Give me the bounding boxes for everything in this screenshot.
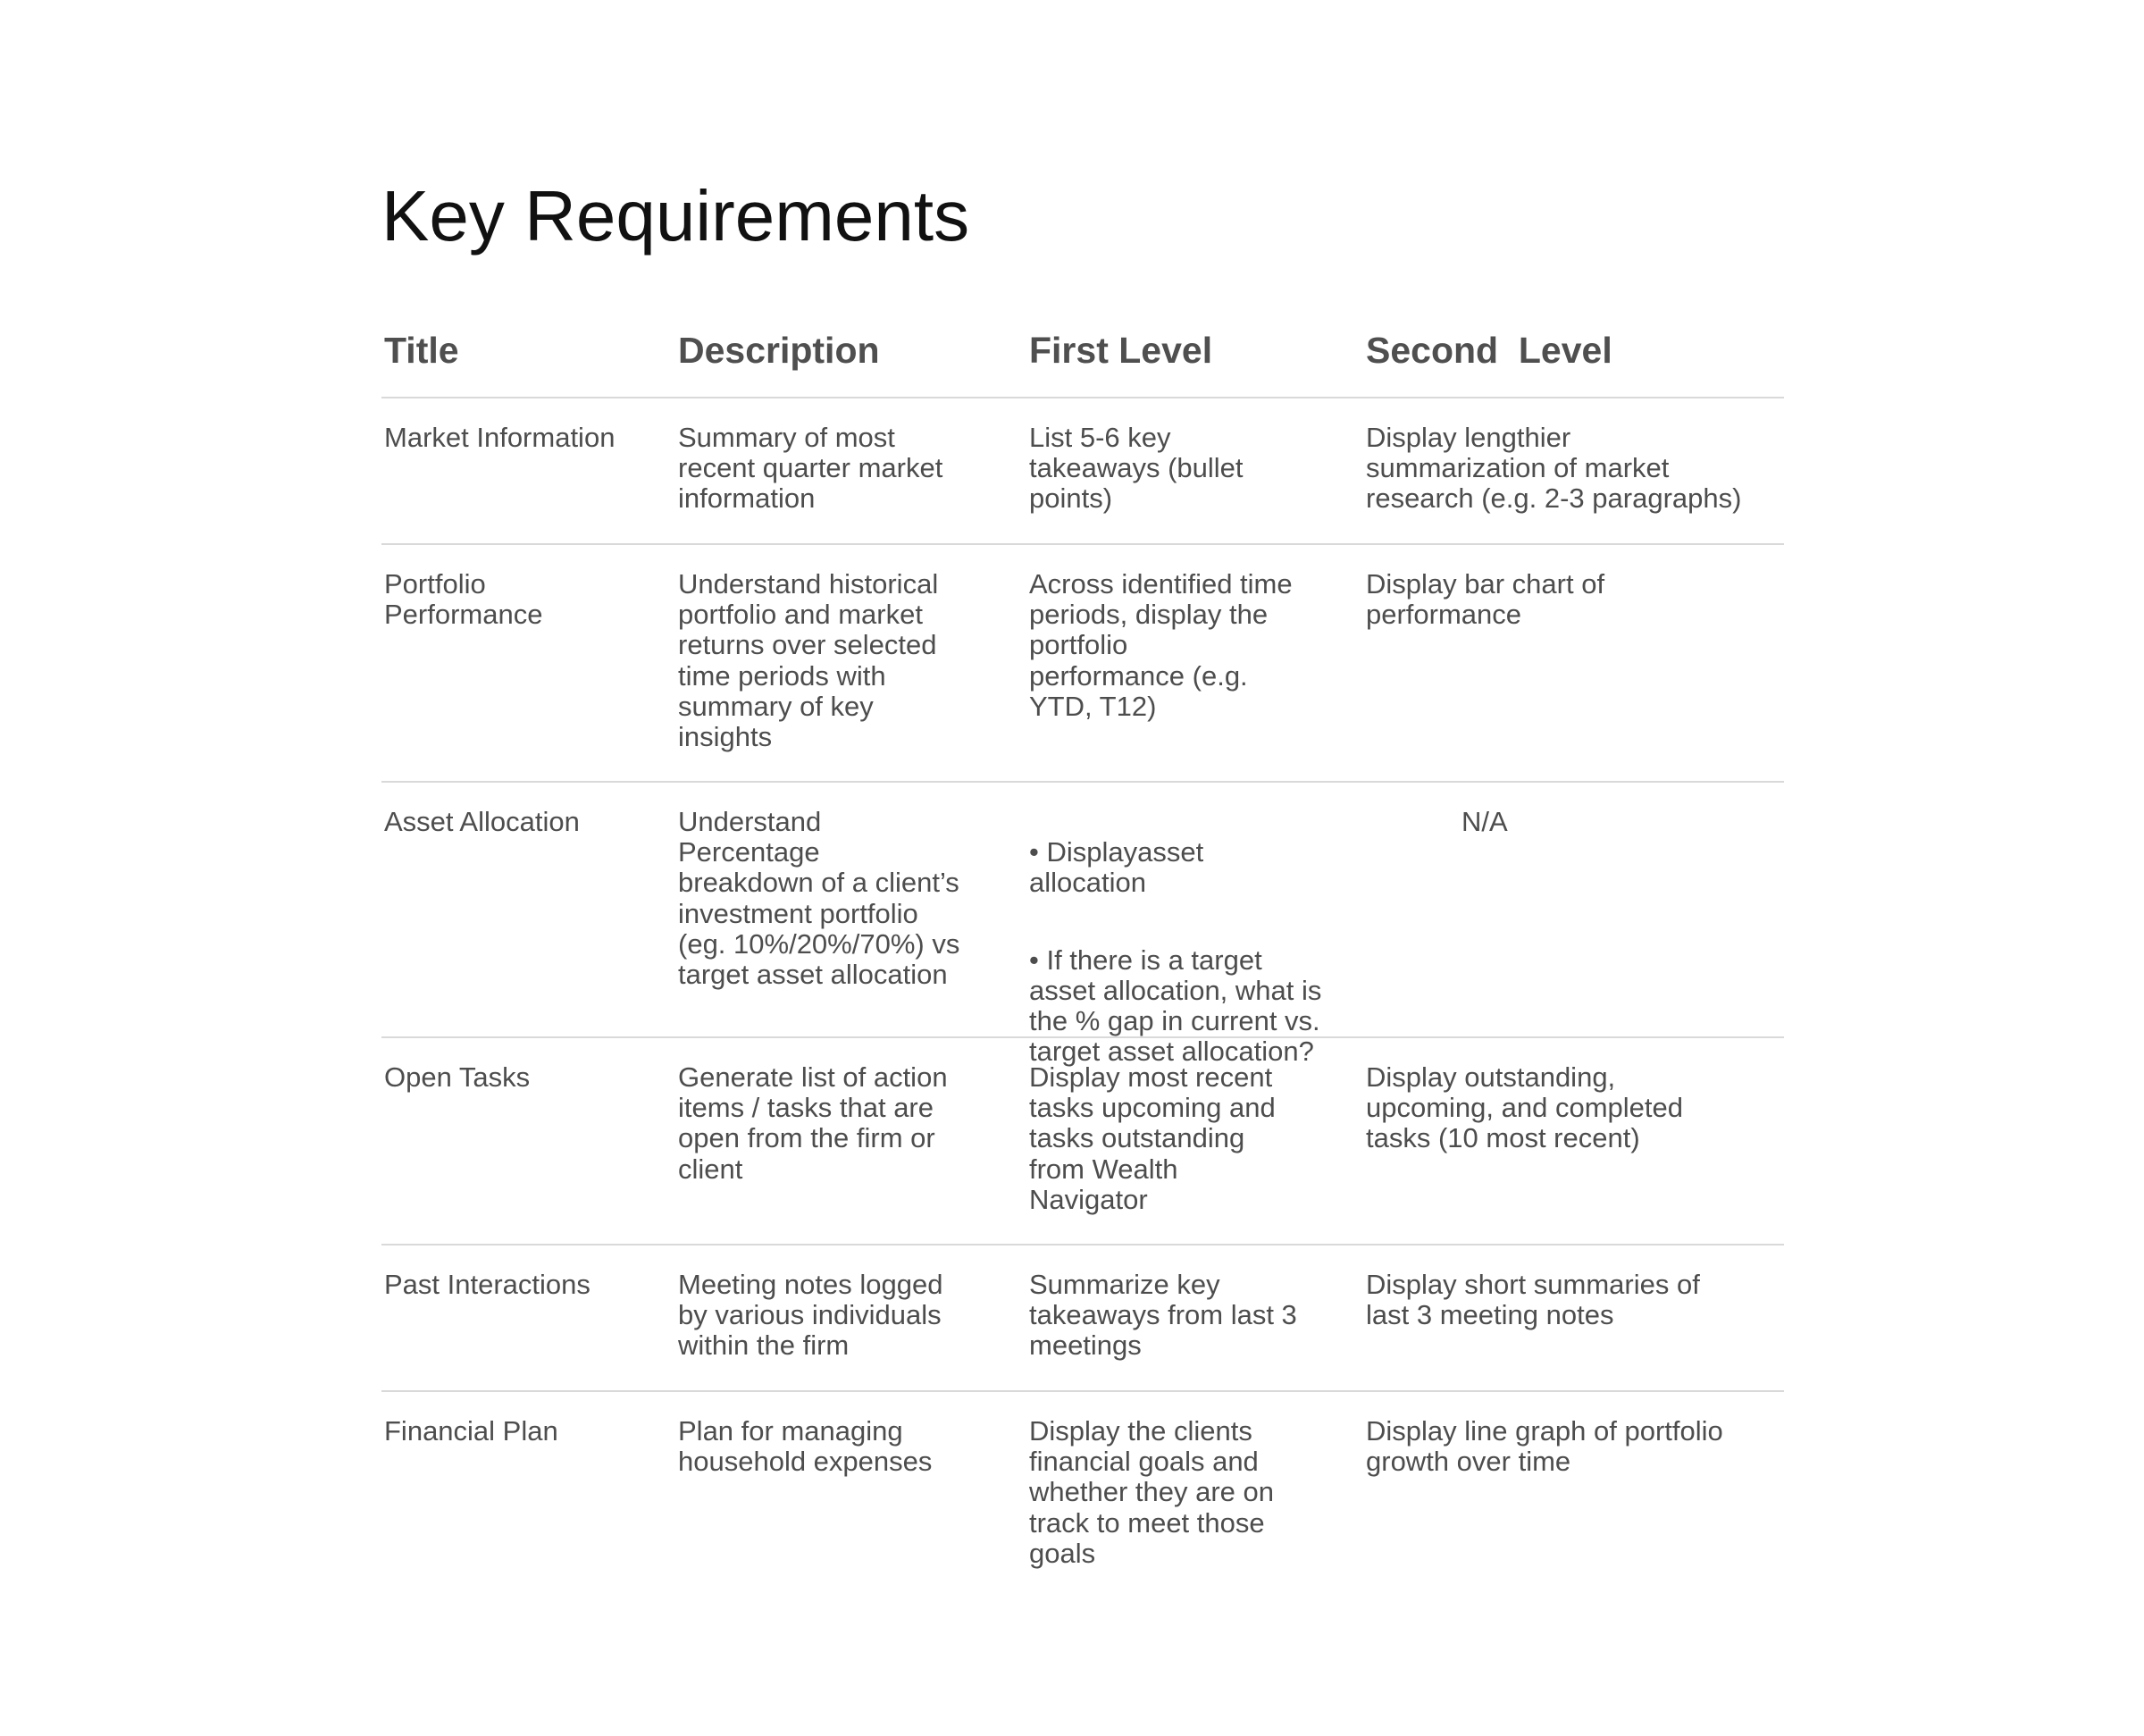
- table-header-row: [381, 317, 1784, 398]
- row-title: Financial Plan: [384, 1415, 558, 1447]
- table-row: [381, 1245, 1784, 1392]
- bullet-item: • Displayasset allocation: [1029, 836, 1204, 899]
- row-description: Meeting notes logged by various individuals within the firm: [678, 1269, 943, 1362]
- header-title: Title: [384, 330, 459, 371]
- row-description: Understand historical portfolio and market returns over selected time periods with summary of key insights: [678, 568, 939, 753]
- row-title: Portfolio Performance: [384, 568, 543, 631]
- row-description: Plan for managing household expenses: [678, 1415, 933, 1478]
- row-second-level: Display line graph of portfolio growth over time: [1366, 1415, 1723, 1478]
- table-row: [381, 1038, 1784, 1245]
- row-first-level: Display the clients financial goals and whether they are on track to meet those goals: [1029, 1415, 1275, 1569]
- row-second-level: Display bar chart of performance: [1366, 568, 1605, 631]
- row-description: Summary of most recent quarter market information: [678, 422, 943, 515]
- row-first-level: Display most recent tasks upcoming and tasks outstanding from Wealth Navigator: [1029, 1061, 1276, 1215]
- requirements-table: [381, 317, 1784, 1598]
- table-row: [381, 1392, 1784, 1598]
- row-title: Asset Allocation: [384, 806, 580, 837]
- table-row: [381, 783, 1784, 1068]
- row-title: Past Interactions: [384, 1269, 590, 1300]
- header-first-level: First Level: [1029, 330, 1213, 371]
- row-description: Generate list of action items / tasks that are open from the firm or client: [678, 1061, 948, 1185]
- table-row: [381, 398, 1784, 545]
- table-row: [381, 545, 1784, 783]
- row-second-level: Display short summaries of last 3 meeting notes: [1366, 1269, 1700, 1331]
- bullet-item: • If there is a target asset allocation, what is the % gap in current vs. target asset allocation?: [1029, 943, 1322, 1068]
- row-first-level: Summarize key takeaways from last 3 meetings: [1029, 1269, 1297, 1362]
- row-second-level: Display lengthier summarization of market research (e.g. 2-3 paragraphs): [1366, 422, 1742, 515]
- header-description: Description: [678, 330, 880, 371]
- row-second-level: N/A: [1461, 806, 1508, 837]
- row-second-level: Display outstanding, upcoming, and completed tasks (10 most recent): [1366, 1061, 1684, 1154]
- page-title: Key Requirements: [381, 176, 970, 256]
- row-first-level: Across identified time periods, display the portfolio performance (e.g. YTD, T12): [1029, 568, 1293, 722]
- row-first-level: List 5-6 key takeaways (bullet points): [1029, 422, 1244, 515]
- row-title: Open Tasks: [384, 1061, 531, 1093]
- row-description: Understand Percentage breakdown of a client’s investment portfolio (eg. 10%/20%/70%) vs target asset allocation: [678, 806, 960, 991]
- header-second-level: Second Level: [1366, 330, 1612, 371]
- row-title: Market Information: [384, 422, 616, 453]
